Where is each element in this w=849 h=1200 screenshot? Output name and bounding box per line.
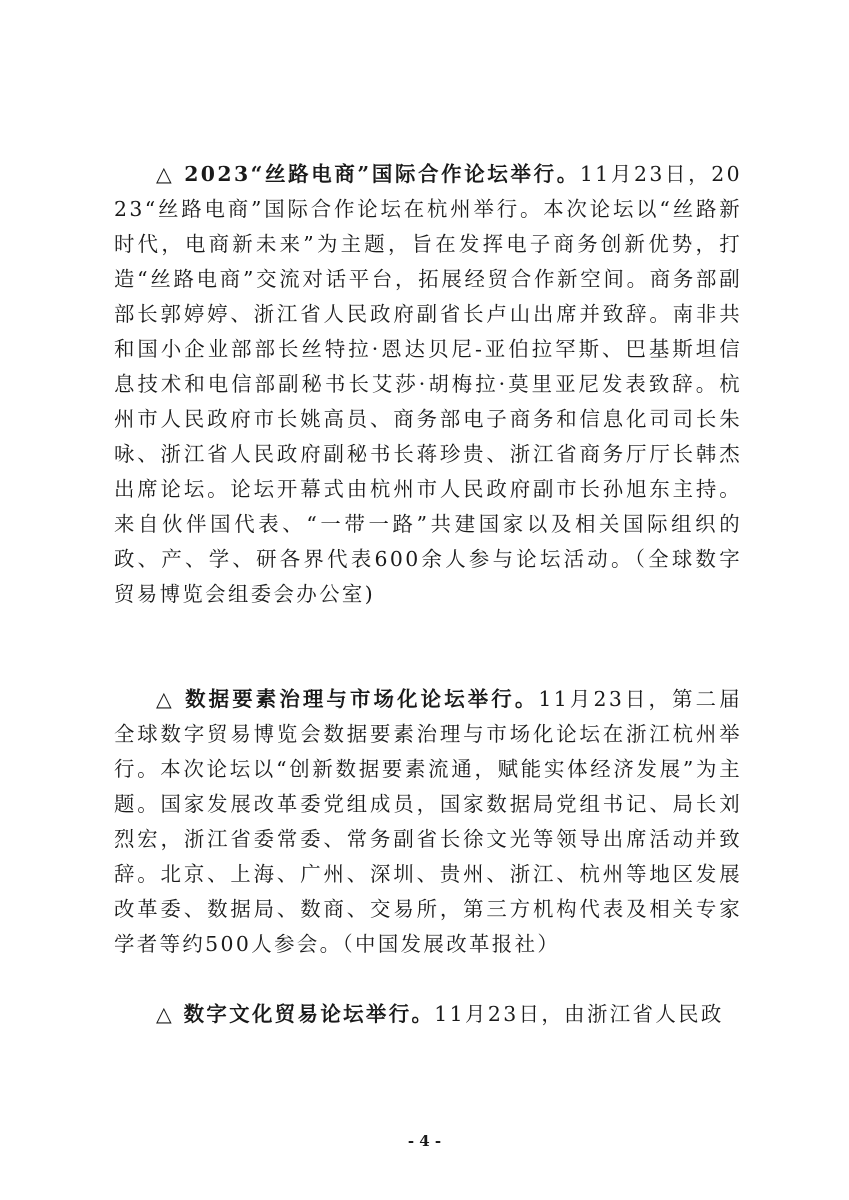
news-item-headline: 数字文化贸易论坛举行。 [183, 1002, 435, 1026]
news-item-digital-culture-trade-forum [114, 997, 742, 1032]
news-item-body: 11月23日，2023“丝路电商”国际合作论坛在杭州举行。本次论坛以“丝路新时代，电商新未来”为主题，旨在发挥电子商务创新优势，打造“丝路电商”交流对话平台，拓展经贸合作新空间。商务部副部长郭婷婷、浙江省人民政府副省长卢山出席并致辞。南非共和国小企业部部长丝特拉·恩达贝尼-亚伯拉罕斯、巴基斯坦信息技术和电信部副秘书长艾莎·胡梅拉·莫里亚尼发表致辞。杭州市人民政府市长姚高员、商务部电子商务和信息化司司长朱咏、浙江省人民政府副秘书长蒋珍贵、浙江省商务厅厅长韩杰出席论坛。论坛开幕式由杭州市人民政府副市长孙旭东主持。来自伙伴国代表、“一带一路”共建国家以及相关国际组织的政、产、学、研各界代表600余人参与论坛活动。（全球数字贸易博览会组委会办公室) [114, 162, 742, 606]
news-item-data-elements-forum [114, 682, 742, 997]
document-body [114, 157, 742, 1032]
news-item-silk-road-ecommerce-forum [114, 157, 742, 682]
news-item-body: 11月23日，由浙江省人民政 [434, 1002, 724, 1026]
news-item-body: 11月23日，第二届全球数字贸易博览会数据要素治理与市场化论坛在浙江杭州举行。本次论坛以“创新数据要素流通，赋能实体经济发展”为主题。国家发展改革委党组成员，国家数据局党组书记、局长刘烈宏，浙江省委常委、常务副省长徐文光等领导出席活动并致辞。北京、上海、广州、深圳、贵州、浙江、杭州等地区发展改革委、数据局、数商、交易所，第三方机构代表及相关专家学者等约500人参会。（中国发展改革报社） [114, 687, 742, 956]
triangle-bullet-icon: △ [156, 162, 185, 186]
triangle-bullet-icon: △ [156, 687, 186, 711]
page-number: - 4 - [407, 1132, 442, 1150]
news-item-headline: 2023“丝路电商”国际合作论坛举行。 [184, 162, 580, 186]
triangle-bullet-icon: △ [156, 1002, 184, 1026]
news-item-headline: 数据要素治理与市场化论坛举行。 [185, 687, 539, 711]
